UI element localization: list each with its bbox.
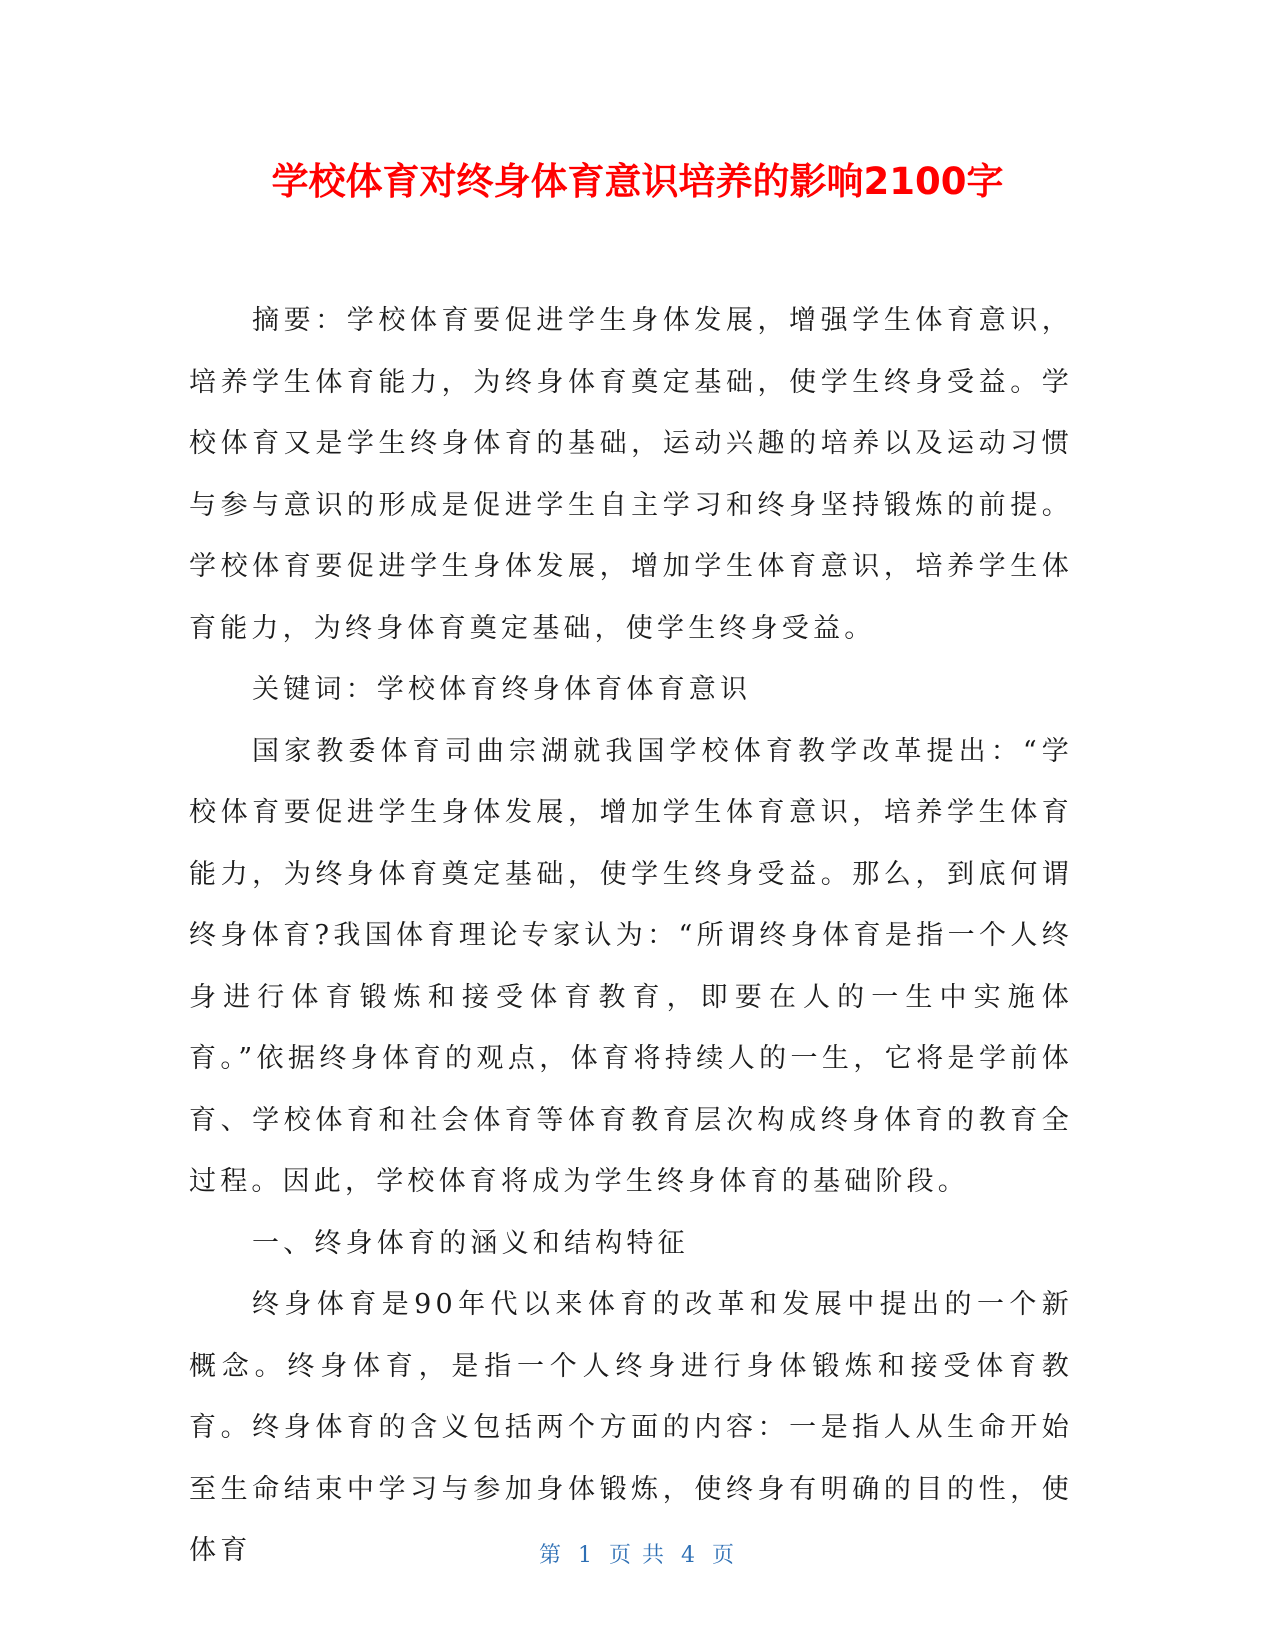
document-body	[189, 290, 1073, 1582]
body-paragraph: 终身体育是90年代以来体育的改革和发展中提出的一个新概念。终身体育，是指一个人终身进行身体锻炼和接受体育教育。终身体育的含义包括两个方面的内容：一是指人从生命开始至生命结束中学习与参加身体锻炼，使终身有明确的目的性，使体育	[189, 1289, 1073, 1566]
page-label-middle: 页 共	[609, 1543, 666, 1568]
body-paragraph: 国家教委体育司曲宗湖就我国学校体育教学改革提出：“学校体育要促进学生身体发展，增加学生体育意识，培养学生体育能力，为终身体育奠定基础，使学生终身受益。那么，到底何谓终身体育?我国体育理论专家认为：“所谓终身体育是指一个人终身进行体育锻炼和接受体育教育，即要在人的一生中实施体育。”依据终身体育的观点，体育将持续人的一生，它将是学前体育、学校体育和社会体育等体育教育层次构成终身体育的教育全过程。因此，学校体育将成为学生终身体育的基础阶段。	[189, 735, 1073, 1197]
total-pages-number: 4	[681, 1543, 697, 1568]
keywords-paragraph: 关键词：学校体育终身体育体育意识	[252, 674, 752, 705]
page-label-suffix: 页	[712, 1543, 737, 1568]
page-footer	[0, 1538, 1275, 1569]
abstract-paragraph: 摘要：学校体育要促进学生身体发展，增强学生体育意识，培养学生体育能力，为终身体育奠定基础，使学生终身受益。学校体育又是学生终身体育的基础，运动兴趣的培养以及运动习惯与参与意识的形成是促进学生自主学习和终身坚持锻炼的前提。学校体育要促进学生身体发展，增加学生体育意识，培养学生体育能力，为终身体育奠定基础，使学生终身受益。	[189, 305, 1073, 644]
current-page-number: 1	[578, 1543, 594, 1568]
section-heading: 一、终身体育的涵义和结构特征	[252, 1227, 689, 1259]
page-label-prefix: 第	[538, 1543, 563, 1568]
document-title: 学校体育对终身体育意识培养的影响2100字	[271, 160, 1004, 203]
